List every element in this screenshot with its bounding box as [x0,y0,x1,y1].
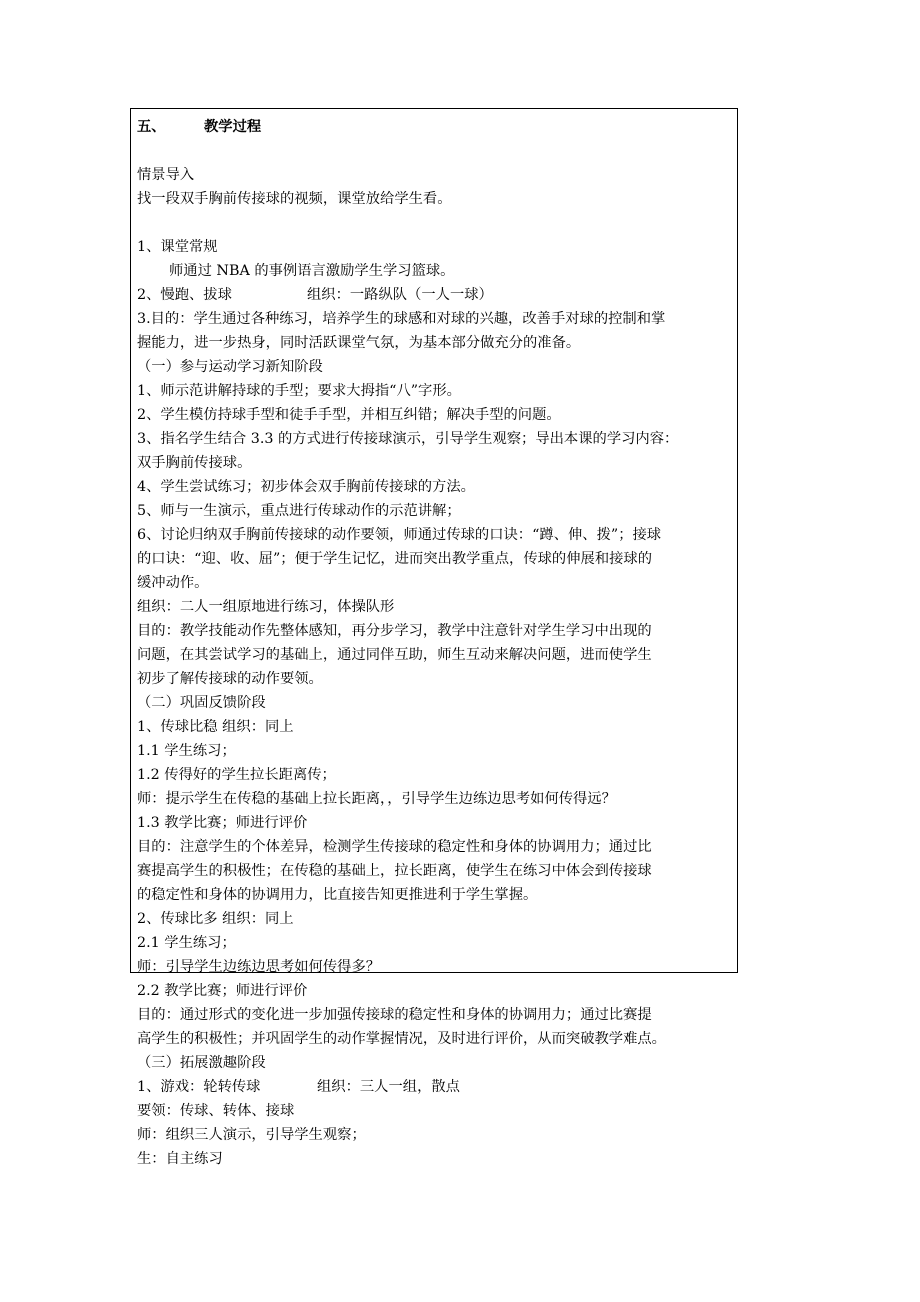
stage2-line: 1、传球比稳 组织：同上 [137,719,294,735]
stage1-line: 目的：教学技能动作先整体感知，再分步学习，教学中注意针对学生学习中出现的 [137,623,652,639]
stage2-line: 师：引导学生边练边思考如何传得多？ [137,959,381,975]
stage1-line: 的口诀：“迎、收、屈”；便于学生记忆，进而突出教学重点，传球的伸展和接球的 [137,551,653,567]
stage3-title: （三）拓展激趣阶段 [137,1055,266,1071]
stage2-line: 的稳定性和身体的协调用力，比直接告知更推进利于学生掌握。 [137,887,538,903]
routine-text: 师通过 NBA 的事例语言激励学生学习篮球。 [169,263,455,279]
stage1-line: 2、学生模仿持球手型和徒手手型，并相互纠错；解决手型的问题。 [137,407,561,423]
stage2-line: 1.2 传得好的学生拉长距离传； [137,767,336,783]
stage2-line: 1.1 学生练习； [137,743,236,759]
game-name: 1、游戏：轮转传球 [137,1079,261,1095]
stage1-line: 4、学生尝试练习；初步体会双手胸前传接球的方法。 [137,479,475,495]
stage2-line: 师：提示学生在传稳的基础上拉长距离，，引导学生边练边思考如何传得远？ [137,791,616,807]
stage2-line: 1.3 教学比赛；师进行评价 [137,815,308,831]
stage1-line: 1、师示范讲解持球的手型；要求大拇指“八”字形。 [137,383,461,399]
stage3-line: 生：自主练习 [137,1151,223,1167]
intro-heading: 情景导入 [137,167,195,183]
stage1-line: 5、师与一生演示，重点进行传球动作的示范讲解； [137,503,461,519]
stage1-line: 问题，在其尝试学习的基础上，通过同伴互助，师生互动来解决问题，进而使学生 [137,647,652,663]
warmup-row [137,283,735,307]
warmup-step: 2、慢跑、拔球 [137,287,232,303]
section-title: 教学过程 [204,119,262,135]
stage2-line: 目的：注意学生的个体差异，检测学生传接球的稳定性和身体的协调用力；通过比 [137,839,652,855]
teaching-process-section [137,115,735,1171]
stage2-line: 2、传球比多 组织：同上 [137,911,294,927]
game-row [137,1075,735,1099]
stage3-line: 要领：传球、转体、接球 [137,1103,295,1119]
stage1-line: 6、讨论归纳双手胸前传接球的动作要领，师通过传球的口诀：“蹲、伸、拨”；接球 [137,527,662,543]
stage2-title: （二）巩固反馈阶段 [137,695,266,711]
stage2-line: 2.1 学生练习； [137,935,236,951]
intro-text: 找一段双手胸前传接球的视频，课堂放给学生看。 [137,191,452,207]
purpose-line: 3.目的：学生通过各种练习，培养学生的球感和对球的兴趣，改善手对球的控制和掌 [137,311,666,327]
stage3-line: 师：组织三人演示，引导学生观察； [137,1127,366,1143]
stage1-line: 初步了解传接球的动作要领。 [137,671,323,687]
stage1-line: 3、指名学生结合 3.3 的方式进行传接球演示，引导学生观察；导出本课的学习内容： [137,431,679,447]
stage1-line: 缓冲动作。 [137,575,209,591]
stage1-title: （一）参与运动学习新知阶段 [137,359,323,375]
spacer [137,211,735,235]
stage2-line: 2.2 教学比赛；师进行评价 [137,983,308,999]
purpose-line: 握能力，进一步热身，同时活跃课堂气氛，为基本部分做充分的准备。 [137,335,581,351]
stage2-line: 目的：通过形式的变化进一步加强传接球的稳定性和身体的协调用力；通过比赛提 [137,1007,652,1023]
warmup-organization: 组织：一路纵队（一人一球） [307,287,493,303]
section-number: 五、 [137,119,166,135]
section-heading [137,115,735,139]
game-organization: 组织：三人一组，散点 [317,1079,460,1095]
stage2-line: 赛提高学生的积极性；在传稳的基础上，拉长距离，使学生在练习中体会到传接球 [137,863,652,879]
stage1-line: 双手胸前传接球。 [137,455,252,471]
routine-title: 1、课堂常规 [137,239,218,255]
stage1-line: 组织：二人一组原地进行练习，体操队形 [137,599,395,615]
stage2-line: 高学生的积极性；并巩固学生的动作掌握情况，及时进行评价，从而突破教学难点。 [137,1031,666,1047]
